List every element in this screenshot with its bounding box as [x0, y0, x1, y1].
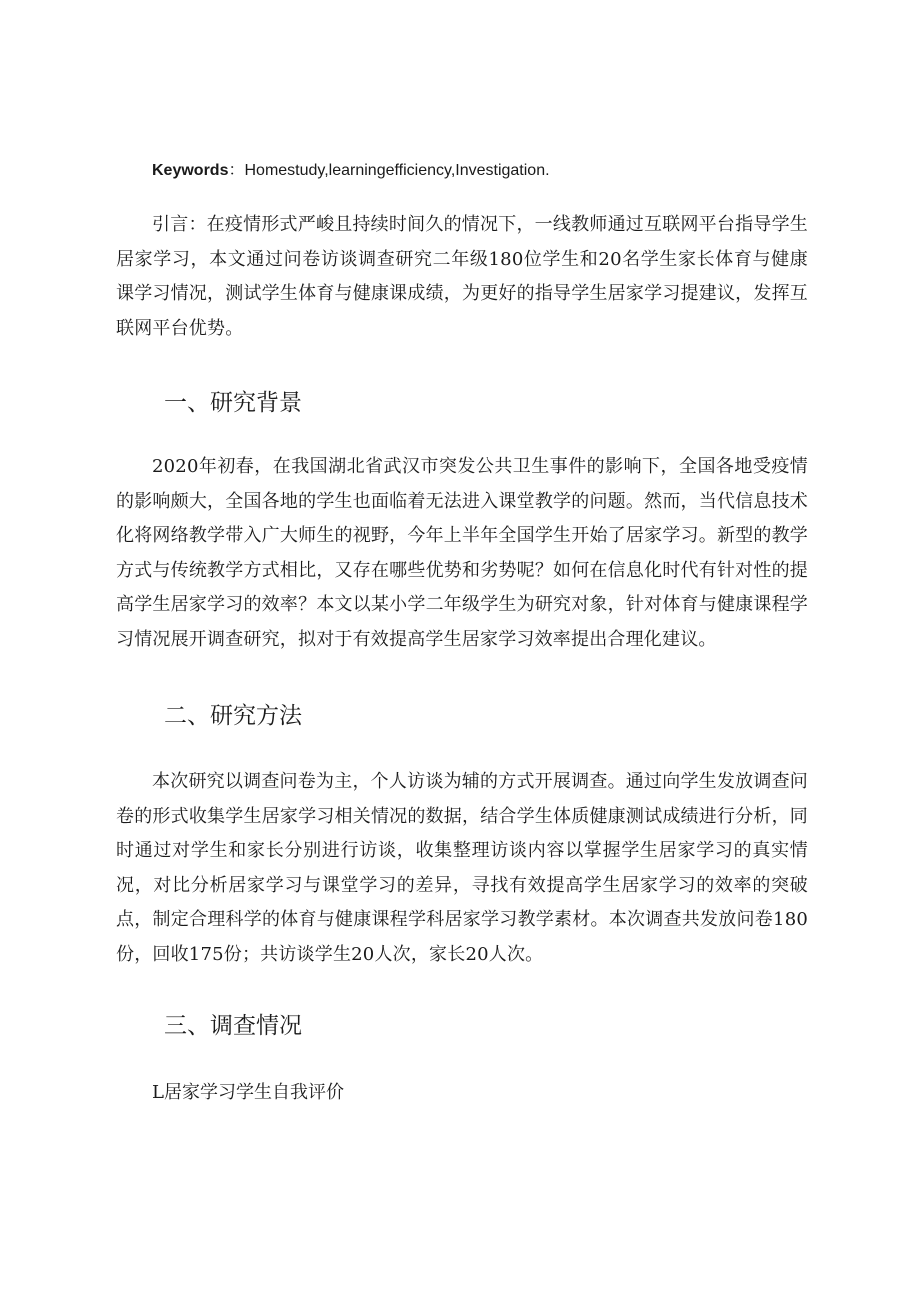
background-paragraph: 2020年初春，在我国湖北省武汉市突发公共卫生事件的影响下，全国各地受疫情的影响颇大，全国各地的学生也面临着无法进入课堂教学的问题。然而，当代信息技术化将网络教学带入广大师生的视野，今年上半年全国学生开始了居家学习。新型的教学方式与传统教学方式相比，又存在哪些优势和劣势呢？如何在信息化时代有针对性的提高学生居家学习的效率？本文以某小学二年级学生为研究对象，针对体育与健康课程学习情况展开调查研究，拟对于有效提高学生居家学习效率提出合理化建议。: [116, 456, 808, 650]
keywords-line: [152, 160, 852, 182]
keywords-separator: ：: [228, 162, 245, 179]
method-paragraph: 本次研究以调查问卷为主，个人访谈为辅的方式开展调查。通过向学生发放调查问卷的形式收集学生居家学习相关情况的数据，结合学生体质健康测试成绩进行分析，同时通过对学生和家长分别进行访谈，收集整理访谈内容以掌握学生居家学习的真实情况，对比分析居家学习与课堂学习的差异，寻找有效提高学生居家学习的效率的突破点，制定合理科学的体育与健康课程学科居家学习教学素材。本次调查共发放问卷180份，回收175份；共访谈学生20人次，家长20人次。: [116, 771, 808, 965]
keywords-value: Homestudy,learningefficiency,Investigation.: [244, 162, 550, 179]
section-heading-background: 一、研究背景: [164, 390, 302, 416]
intro-paragraph: 引言：在疫情形式严峻且持续时间久的情况下，一线教师通过互联网平台指导学生居家学习，本文通过问卷访谈调查研究二年级180位学生和20名学生家长体育与健康课学习情况，测试学生体育与健康课成绩，为更好的指导学生居家学习提建议，发挥互联网平台优势。: [116, 214, 808, 339]
subsection-title: L居家学习学生自我评价: [152, 1082, 344, 1103]
keywords-label: Keywords: [152, 162, 229, 179]
section-heading-survey: 三、调查情况: [164, 1013, 302, 1039]
section-heading-method: 二、研究方法: [164, 703, 302, 729]
